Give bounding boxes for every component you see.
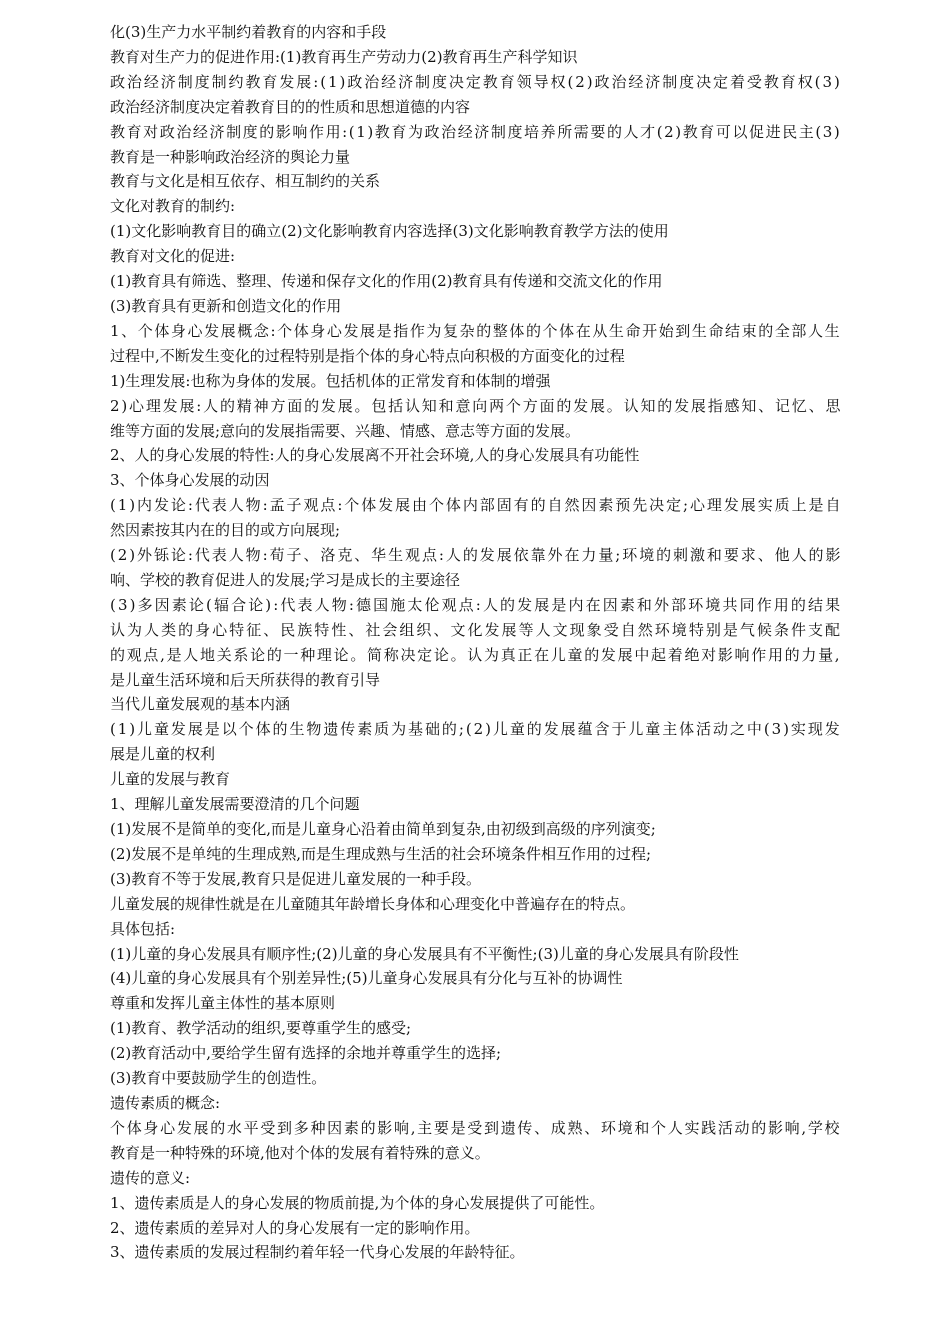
text-line: 政治经济制度决定着教育目的的性质和思想道德的内容 <box>110 97 471 116</box>
document-page <box>110 20 843 1265</box>
text-line: 的观点,是人地关系论的一种理论。简称决定论。认为真正在儿童的发展中起着绝对影响作用的力量, <box>110 645 842 664</box>
text-line: (3)教育中要鼓励学生的创造性。 <box>110 1069 327 1088</box>
text-line: 2)心理发展:人的精神方面的发展。包括认知和意向两个方面的发展。认知的发展指感知、记忆、思 <box>110 396 843 415</box>
text-line: 维等方面的发展;意向的发展指需要、兴趣、情感、意志等方面的发展。 <box>110 421 581 440</box>
text-line: (3)教育不等于发展,教育只是促进儿童发展的一种手段。 <box>110 869 482 888</box>
text-line: (1)文化影响教育目的确立(2)文化影响教育内容选择(3)文化影响教育教学方法的使用 <box>110 222 669 241</box>
text-line: (1)儿童的身心发展具有顺序性;(2)儿童的身心发展具有不平衡性;(3)儿童的身心发展具有阶段性 <box>110 944 739 963</box>
text-line: 2、人的身心发展的特性:人的身心发展离不开社会环境,人的身心发展具有功能性 <box>110 446 640 465</box>
text-line: (1)内发论:代表人物:孟子观点:个体发展由个体内部固有的自然因素预先决定;心理发展实质上是自 <box>110 496 843 515</box>
text-line: 具体包括: <box>110 919 176 938</box>
text-line: 尊重和发挥儿童主体性的基本原则 <box>110 994 336 1013</box>
text-line: 响、学校的教育促进人的发展;学习是成长的主要途径 <box>110 570 461 589</box>
text-line: 3、个体身心发展的动因 <box>110 471 270 490</box>
text-line: 政治经济制度制约教育发展:(1)政治经济制度决定教育领导权(2)政治经济制度决定着受教育权(3) <box>110 72 842 91</box>
text-line: 教育对政治经济制度的影响作用:(1)教育为政治经济制度培养所需要的人才(2)教育可以促进民主(3) <box>110 122 842 141</box>
text-line: 遗传素质的概念: <box>110 1093 221 1112</box>
text-line: 遗传的意义: <box>110 1168 191 1187</box>
text-line: 教育对生产力的促进作用:(1)教育再生产劳动力(2)教育再生产科学知识 <box>110 47 578 66</box>
text-line: 教育是一种影响政治经济的舆论力量 <box>110 147 351 166</box>
text-line: 过程中,不断发生变化的过程特别是指个体的身心特点向积极的方面变化的过程 <box>110 346 625 365</box>
text-line: 1、理解儿童发展需要澄清的几个问题 <box>110 795 360 814</box>
text-line: (1)教育具有筛选、整理、传递和保存文化的作用(2)教育具有传递和交流文化的作用 <box>110 272 663 291</box>
text-line: 教育是一种特殊的环境,他对个体的发展有着特殊的意义。 <box>110 1143 490 1162</box>
text-line: 是儿童生活环境和后天所获得的教育引导 <box>110 670 381 689</box>
text-line: 2、遗传素质的差异对人的身心发展有一定的影响作用。 <box>110 1218 480 1237</box>
text-line: 儿童发展的规律性就是在儿童随其年龄增长身体和心理变化中普遍存在的特点。 <box>110 894 636 913</box>
text-line: 1、个体身心发展概念:个体身心发展是指作为复杂的整体的个体在从生命开始到生命结束的全部人生 <box>110 321 842 340</box>
text-line: 然因素按其内在的目的或方向展现; <box>110 521 341 540</box>
text-line: 认为人类的身心特征、民族特性、社会组织、文化发展等人文现象受自然环境特别是气候条件支配 <box>110 620 843 639</box>
text-line: 1)生理发展:也称为身体的发展。包括机体的正常发育和体制的增强 <box>110 371 551 390</box>
text-line: (1)发展不是简单的变化,而是儿童身心沿着由简单到复杂,由初级到高级的序列演变; <box>110 820 656 838</box>
text-line: 3、遗传素质的发展过程制约着年轻一代身心发展的年龄特征。 <box>110 1243 525 1262</box>
text-line: 教育与文化是相互依存、相互制约的关系 <box>110 172 381 191</box>
text-line: 当代儿童发展观的基本内涵 <box>110 695 291 714</box>
text-line: (1)教育、教学活动的组织,要尊重学生的感受; <box>110 1019 412 1038</box>
text-line: (2)外铄论:代表人物:荀子、洛克、华生观点:人的发展依靠外在力量;环境的刺激和要求、他人的影 <box>110 546 843 565</box>
text-line: 1、遗传素质是人的身心发展的物质前提,为个体的身心发展提供了可能性。 <box>110 1193 605 1212</box>
text-line: 展是儿童的权利 <box>110 745 216 764</box>
text-line: (1)儿童发展是以个体的生物遗传素质为基础的;(2)儿童的发展蕴含于儿童主体活动之中(3)实现发 <box>110 720 842 739</box>
text-line: 教育对文化的促进: <box>110 247 236 266</box>
text-line: (2)教育活动中,要给学生留有选择的余地并尊重学生的选择; <box>110 1044 502 1063</box>
text-line: 个体身心发展的水平受到多种因素的影响,主要是受到遗传、成熟、环境和个人实践活动的影响,学校 <box>110 1118 842 1137</box>
text-line: 化(3)生产力水平制约着教育的内容和手段 <box>110 23 387 41</box>
text-line: (4)儿童的身心发展具有个别差异性;(5)儿童身心发展具有分化与互补的协调性 <box>110 969 623 988</box>
text-line: (3)多因素论(辐合论):代表人物:德国施太伦观点:人的发展是内在因素和外部环境共同作用的结果 <box>110 595 843 614</box>
text-line: (3)教育具有更新和创造文化的作用 <box>110 296 342 315</box>
text-line: (2)发展不是单纯的生理成熟,而是生理成熟与生活的社会环境条件相互作用的过程; <box>110 844 652 863</box>
text-line: 文化对教育的制约: <box>110 197 236 216</box>
text-line: 儿童的发展与教育 <box>110 770 231 789</box>
